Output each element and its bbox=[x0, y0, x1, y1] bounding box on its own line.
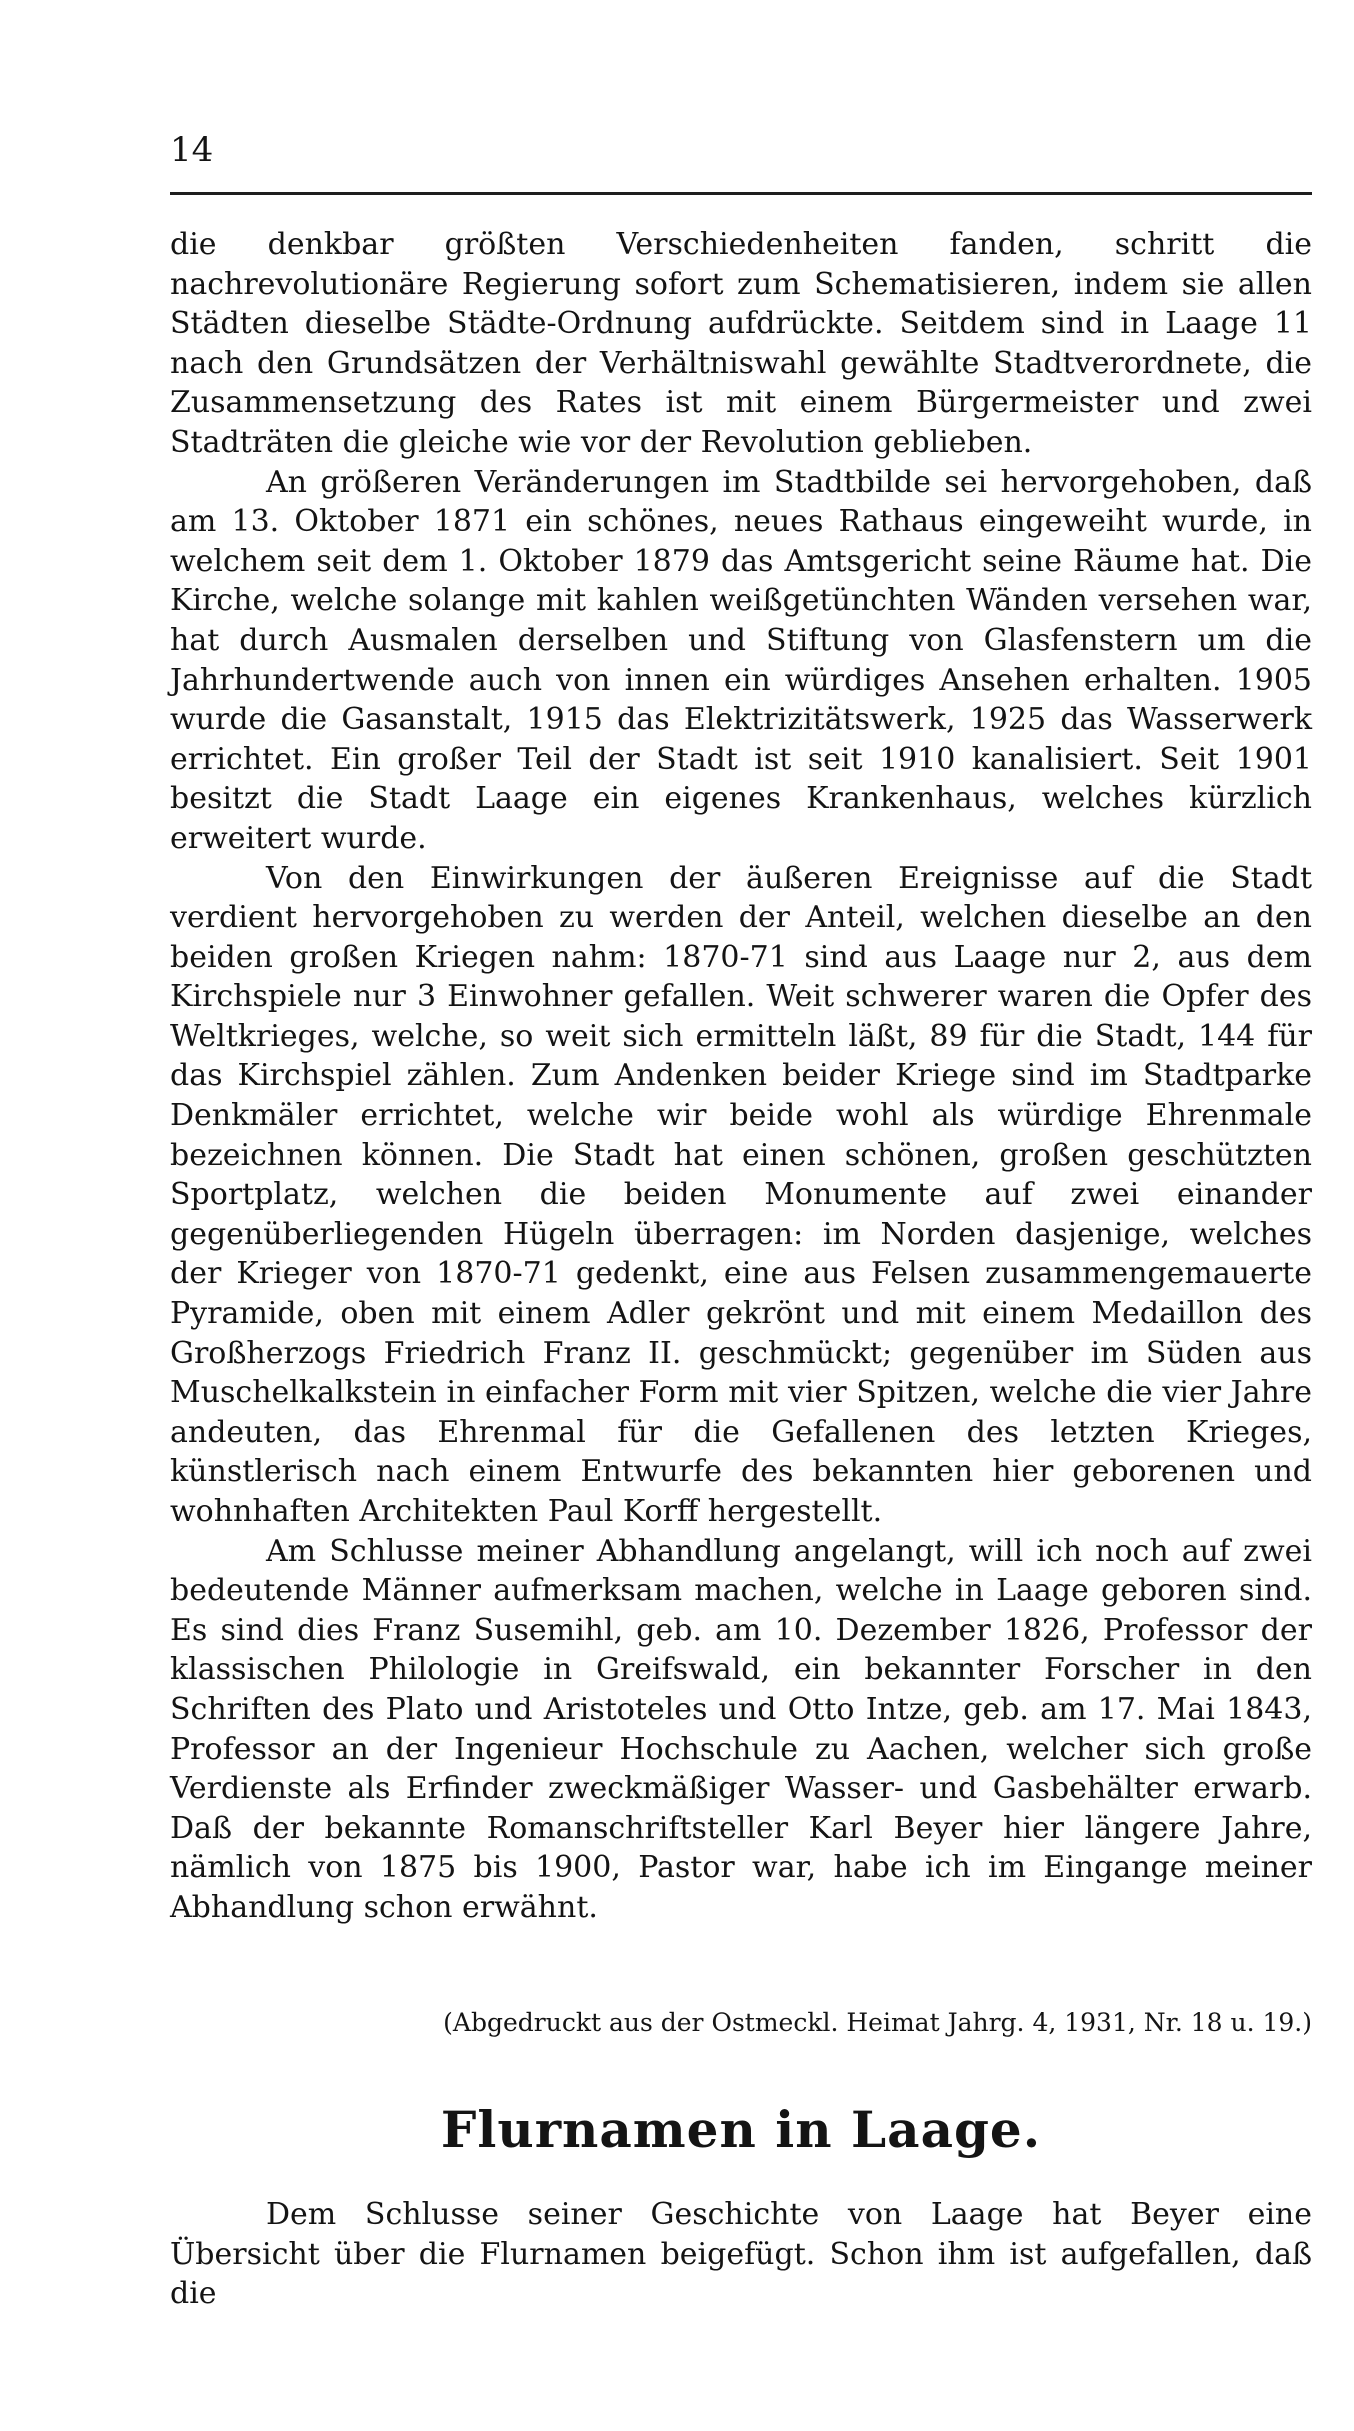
paragraph-war-memorials: Von den Einwirkungen der äußeren Ereignisse auf die Stadt verdient hervorgehoben zu werden der Anteil, welchen dieselbe an den beiden großen Kriegen nahm: 1870-71 sind aus Laage nur 2, aus dem Kirchspiele nur 3 Einwohner gefallen. Weit schwerer waren die Opfer des Weltkrieges, welche, so weit sich ermitteln läßt, 89 für die Stadt, 144 für das Kirchspiel zählen. Zum Andenken beider Kriege sind im Stadtparke Denkmäler errichtet, welche wir beide wohl als würdige Ehrenmale bezeichnen können. Die Stadt hat einen schönen, großen geschützten Sportplatz, welchen die beiden Monumente auf zwei einander gegenüberliegenden Hügeln überragen: im Norden dasjenige, welches der Krieger von 1870-71 gedenkt, eine aus Felsen zusammengemauerte Pyramide, oben mit einem Adler gekrönt und mit einem Medaillon des Großherzogs Friedrich Franz II. geschmückt; gegenüber im Süden aus Muschelkalkstein in einfacher Form mit vier Spitzen, welche die vier Jahre andeuten, das Ehrenmal für die Gefallenen des letzten Krieges, künstlerisch nach einem Entwurfe des bekannten hier geborenen und wohnhaften Architekten Paul Korff hergestellt. bbox=[170, 860, 1312, 1529]
paragraph-city-changes: An größeren Veränderungen im Stadtbilde sei hervorgehoben, daß am 13. Oktober 1871 ein schönes, neues Rathaus eingeweiht wurde, in welchem seit dem 1. Oktober 1879 das Amtsgericht seine Räume hat. Die Kirche, welche solange mit kahlen weißgetünchten Wänden versehen war, hat durch Ausmalen derselben und Stiftung von Glasfenstern um die Jahrhundertwende auch von innen ein würdiges Ansehen erhalten. 1905 wurde die Gasanstalt, 1915 das Elektrizitätswerk, 1925 das Wasserwerk errichtet. Ein großer Teil der Stadt ist seit 1910 kanalisiert. Seit 1901 besitzt die Stadt Laage ein eigenes Krankenhaus, welches kürzlich erweitert wurde. bbox=[170, 464, 1312, 856]
section-paragraph: Dem Schlusse seiner Geschichte von Laage hat Beyer eine Übersicht über die Flurnamen beigefügt. Schon ihm ist aufgefallen, daß die bbox=[170, 2197, 1312, 2312]
paragraph-notable-men: Am Schlusse meiner Abhandlung angelangt, will ich noch auf zwei bedeutende Männer aufmerksam machen, welche in Laage geboren sind. Es sind dies Franz Susemihl, geb. am 10. Dezember 1826, Professor der klassischen Philologie in Greifswald, ein bekannter Forscher in den Schriften des Plato und Aristoteles und Otto Intze, geb. am 17. Mai 1843, Professor an der Ingenieur Hochschule zu Aachen, welcher sich große Verdienste als Erfinder zweckmäßiger Wasser- und Gasbehälter erwarb. Daß der bekannte Romanschriftsteller Karl Beyer hier längere Jahre, nämlich von 1875 bis 1900, Pastor war, habe ich im Eingange meiner Abhandlung schon erwähnt. bbox=[170, 1533, 1312, 1925]
source-note: (Abgedruckt aus der Ostmeckl. Heimat Jahrg. 4, 1931, Nr. 18 u. 19.) bbox=[443, 2008, 1312, 2037]
page-number: 14 bbox=[170, 130, 214, 170]
paragraph-city-council: die denkbar größten Verschiedenheiten fanden, schritt die nachrevolutionäre Regierung sofort zum Schematisieren, indem sie allen Städten dieselbe Städte-Ordnung aufdrückte. Seitdem sind in Laage 11 nach den Grundsätzen der Verhältniswahl gewählte Stadtverordnete, die Zusammensetzung des Rates ist mit einem Bürgermeister und zwei Stadträten die gleiche wie vor der Revolution geblieben. bbox=[170, 227, 1312, 460]
section-text bbox=[170, 2195, 1312, 2314]
main-text bbox=[170, 225, 1312, 1928]
header-rule bbox=[170, 192, 1312, 195]
section-heading: Flurnamen in Laage. bbox=[440, 2100, 1042, 2159]
